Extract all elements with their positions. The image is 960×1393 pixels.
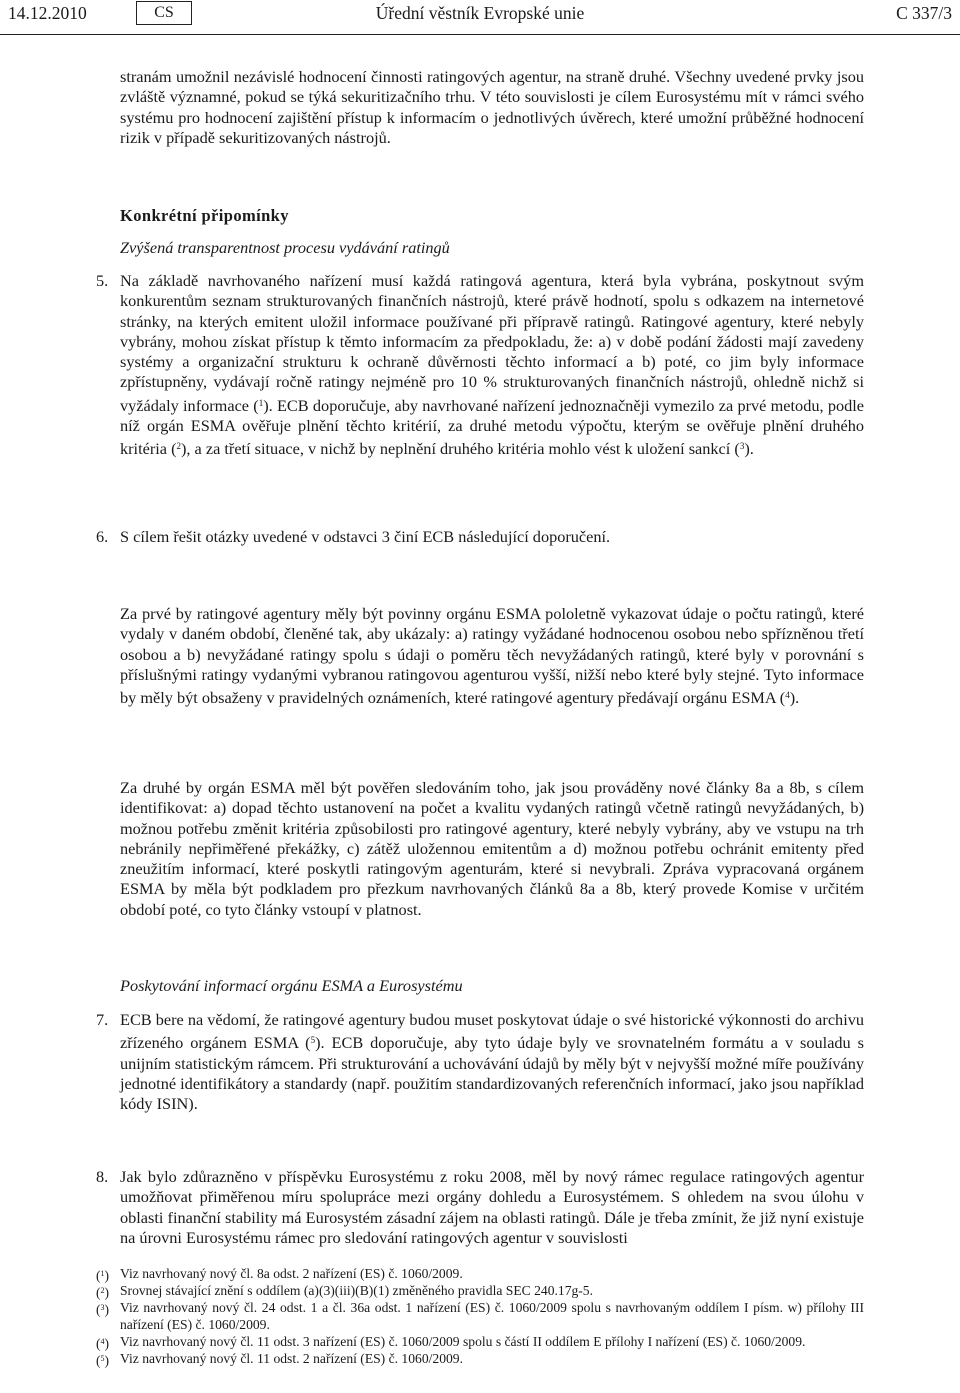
- footnote-4: [96, 1334, 864, 1351]
- section-title: Konkrétní připomínky: [120, 206, 289, 225]
- footnote-2-text: Srovnej stávající znění s oddílem (a)(3)(iii)(B)(1) změněného pravidla SEC 240.17g-5.: [120, 1282, 594, 1298]
- subsection-title-esma-info: Poskytování informací orgánu ESMA a Eurosystému: [120, 976, 463, 995]
- footnote-3: [96, 1300, 864, 1334]
- footnote-4-text: Viz navrhovaný nový čl. 11 odst. 3 nařízení (ES) č. 1060/2009 spolu s částí II oddílem E přílohy I nařízení (ES) č. 1060/2009.: [120, 1333, 806, 1349]
- footnote-1-mark: ($^1$): [96, 1268, 110, 1283]
- footnote-5: [96, 1351, 864, 1368]
- footnote-ref-1[interactable]: 1: [258, 397, 264, 408]
- intro-paragraph: stranám umožnil nezávislé hodnocení činnosti ratingových agentur, na straně druhé. Všechny uvedené prvky jsou zvláště významné, pokud se týká sekuritizačního trhu. V této souvislosti je cílem Eurosystému mít v rámci svého systému pro hodnocení zajištění přístup k informacím o jednotlivých úvěrech, které umožní průběžné hodnocení rizik v případě sekuritizovaných nástrojů.: [120, 67, 864, 147]
- footnotes-section: [96, 1266, 864, 1367]
- language-badge: CS: [136, 1, 192, 25]
- footnote-5-text: Viz navrhovaný nový čl. 11 odst. 2 nařízení (ES) č. 1060/2009.: [120, 1350, 463, 1366]
- footnote-1: [96, 1266, 864, 1283]
- point-6-text: S cílem řešit otázky uvedené v odstavci 3 činí ECB následující doporučení.: [120, 527, 611, 546]
- point-number-7: 7.: [96, 1010, 109, 1029]
- journal-title: Úřední věstník Evropské unie: [375, 3, 585, 23]
- point-number-5: 5.: [96, 271, 109, 290]
- point-8-text: Jak bylo zdůrazněno v příspěvku Eurosystému z roku 2008, měl by nový rámec regulace ratingových agentur umožňovat přiměřenou míru spolupráce mezi orgány dohledu a Eurosystémem. S ohledem na svou úlohu v oblasti finanční stability má Eurosystém zásadní zájem na oblasti ratingů. Dále je třeba zmínit, že již nyní existuje na úrovni Eurosystému rámec pro sledování ratingových agentur v souvislosti: [120, 1167, 864, 1247]
- footnote-3-mark: ($^3$): [96, 1301, 110, 1317]
- footnote-2-mark: ($^2$): [96, 1284, 110, 1300]
- point-number-8: 8.: [96, 1167, 109, 1186]
- footnote-5-mark: ($^5$): [96, 1352, 110, 1368]
- footnote-ref-5[interactable]: 5: [310, 1035, 316, 1046]
- point-5-text: Na základě navrhovaného nařízení musí každá ratingová agentura, která byla vybrána, poskytnout svým konkurentům seznam strukturovaných finančních nástrojů, které právě hodnotí, spolu s odkazem na internetové stránky, na kterých emitent uložil informace používané při přípravě ratingů. Ratingové agentury, které nebyly vybrány, mohou získat přístup k těmto informacím za předpokladu, že: a) v době podání žádosti mají zavedeny systémy a organizační strukturu k ochraně důvěrnosti těchto informací a b) poté, co jim byly informace zpřístupněny, vydávají ročně ratingy nejméně pro 10 % strukturovaných finančních nástrojů, ohledně nichž si vyžádaly informace ($^1$). ECB doporučuje, aby navrhované nařízení jednoznačněji vymezilo za prvé metodu, podle níž orgán ESMA ověřuje plnění těchto kritérií, za druhé metodu výpočtu, kterým se ověřuje plnění druhého kritéria ($^2$), a za třetí situace, v nichž by neplnění druhého kritéria mohlo vést k uložení sankcí ($^3$).: [120, 271, 864, 459]
- recommendation-first-paragraph: Za prvé by ratingové agentury měly být povinny orgánu ESMA pololetně vykazovat údaje o počtu ratingů, které vydaly v daném období, členěné tak, aby ukázaly: a) ratingy vyžádané hodnocenou osobou nebo spřízněnou třetí osobou a b) nevyžádané ratingy spolu s údaji o poměru těch nevyžádaných ratingů, které byly v porovnání s příslušnými ratingy vydanými vybranou ratingovou agenturou vyšší, nižší nebo které byly stejné. Tyto informace by měly být obsaženy v pravidelných oznámeních, které ratingové agentury předávají orgánu ESMA ($^4$).: [120, 604, 864, 708]
- footnote-4-mark: ($^4$): [96, 1335, 110, 1351]
- subsection-title-transparency: Zvýšená transparentnost procesu vydávání ratingů: [120, 238, 450, 257]
- footnote-ref-2[interactable]: 2: [176, 441, 181, 452]
- footnote-ref-4[interactable]: 4: [785, 690, 790, 701]
- point-number-6: 6.: [96, 527, 109, 546]
- recommendation-second-paragraph: Za druhé by orgán ESMA měl být pověřen sledováním toho, jak jsou prováděny nové články 8a a 8b, s cílem identifikovat: a) dopad těchto ustanovení na počet a kvalitu vydaných ratingů včetně ratingů nevyžádaných, b) možnou potřebu změnit kritéria způsobilosti pro ratingové agentury, které nebyly vybrány, aby ve vstupu na trh nebránily nepřiměřené překážky, c) zátěž uložennou emitentům a d) možnou potřebu ochránit emitenty před zneužitím informací, které poskytli ratingovým agenturám, které si nevybrali. Zpráva vypracovaná orgánem ESMA by měla být podkladem pro přezkum navrhovaných článků 8a a 8b, který provede Komise v určitém období poté, co tyto články vstoupí v platnost.: [120, 778, 864, 919]
- footnote-2: [96, 1283, 864, 1300]
- publication-date: 14.12.2010: [8, 3, 87, 23]
- point-7-text: ECB bere na vědomí, že ratingové agentury budou muset poskytovat údaje o své historické výkonnosti do archivu zřízeného orgánem ESMA ($^5$). ECB doporučuje, aby tyto údaje byly ve srovnatelném formátu a v souladu s unijním statistickým rámcem. Při strukturování a uchovávání údajů by měly být v nejvyšší možné míře používány jednotné identifikátory a standardy (např. použitím standardizovaných referenčních informací, jako jsou například kódy ISIN).: [120, 1010, 864, 1114]
- footnote-1-text: Viz navrhovaný nový čl. 8a odst. 2 nařízení (ES) č. 1060/2009.: [120, 1266, 463, 1281]
- footnote-3-text: Viz navrhovaný nový čl. 24 odst. 1 a čl. 36a odst. 1 nařízení (ES) č. 1060/2009 spolu s navrhovaným oddílem I písm. w) přílohy III nařízení (ES) č. 1060/2009.: [120, 1299, 864, 1332]
- journal-header: [0, 0, 960, 35]
- page-reference: C 337/3: [896, 3, 952, 23]
- footnote-ref-3[interactable]: 3: [739, 441, 745, 452]
